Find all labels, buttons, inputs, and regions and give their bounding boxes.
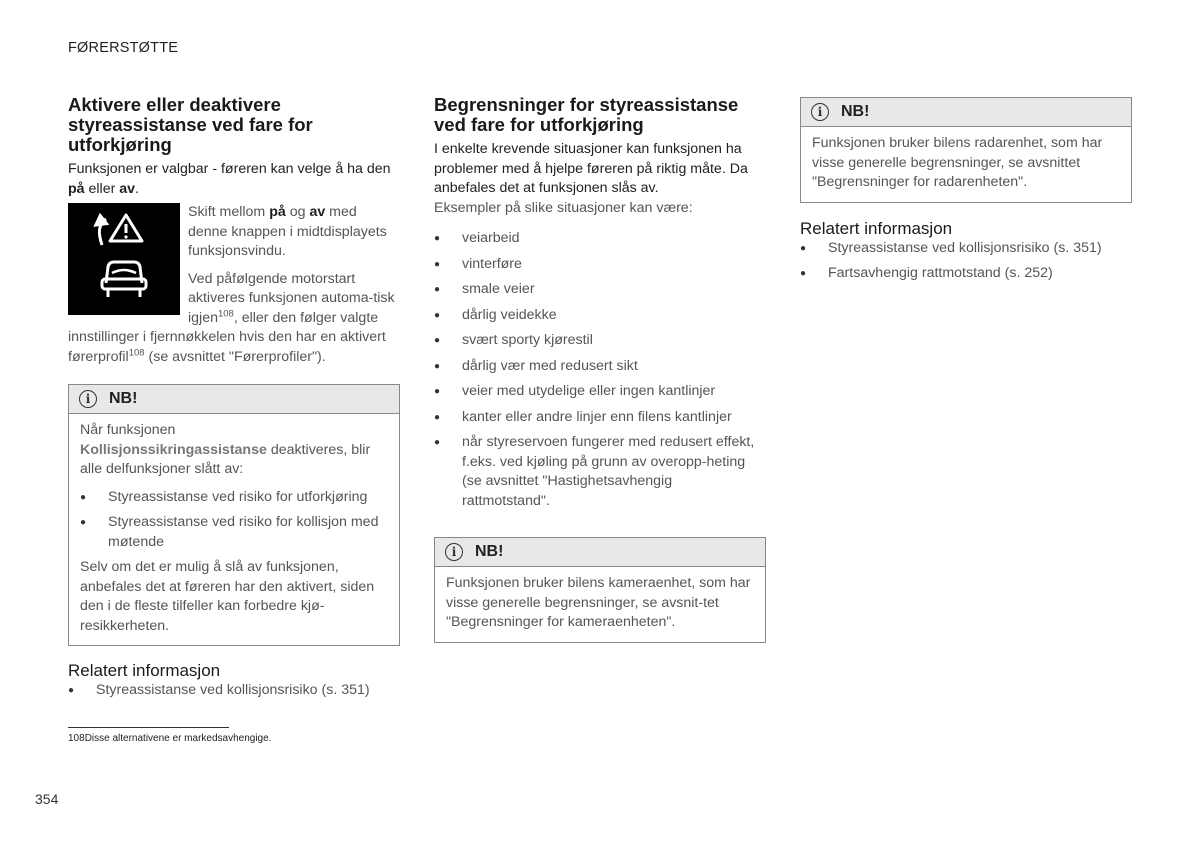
column-activate [68, 95, 400, 701]
info-circle-icon: i [811, 103, 829, 121]
intro-paragraph: Funksjonen er valgbar - føreren kan velge å ha den på eller av. [68, 161, 391, 197]
nb-outro: Selv om det er mulig å slå av funksjonen, anbefales det at føreren har den aktivert, siden den i de fleste tilfeller kan forbedre kjø-resikkerheten. [80, 559, 375, 634]
footnote: 108Disse alternativene er markedsavhengige. [68, 733, 272, 744]
nb-body [435, 567, 765, 642]
examples-paragraph: Eksempler på slike situasjoner kan være: [434, 199, 693, 216]
list-item: ● veiarbeid [434, 229, 766, 249]
related-title: Relatert informasjon [800, 218, 953, 238]
nb-text: Funksjonen bruker bilens kameraenhet, som har visse generelle begrensninger, se avsnit-tet "Begrensninger for kameraenheten". [446, 575, 751, 630]
related-list [800, 239, 1132, 284]
info-circle-icon: i [445, 543, 463, 561]
motor-paragraph: Ved påfølgende motorstart aktiveres funksjonen automa-tisk igjen$^{108}$, eller den følger valgte innstillinger i fjernnøkkelen hvis den har en aktivert førerprofil$^{108}$ (se avsnittet "Førerprofiler"). [68, 270, 395, 365]
nb-body [801, 127, 1131, 202]
nb-text: Kollisjonssikringassistanse deaktiveres, blir alle delfunksjoner slått av: [80, 441, 371, 477]
list-item: ● dårlig vær med redusert sikt [434, 357, 766, 377]
list-item: ● når styreservoen fungerer med redusert effekt, f.eks. ved kjøling på grunn av overopp-heting (se avsnittet "Hastighetsavhengig rattmotstand". [434, 433, 762, 511]
page-number: 354 [35, 791, 59, 807]
section-title-limitations: Begrensninger for styreassistanse ved fare for utforkjøring [434, 94, 739, 135]
list-item: ● svært sporty kjørestil [434, 331, 766, 351]
lane-departure-warning-icon [68, 203, 180, 315]
chapter-header: FØRERSTØTTE [68, 40, 179, 56]
nb-text: Når funksjonen [80, 422, 176, 438]
related-link[interactable]: ● Styreassistanse ved kollisjonsrisiko (s. 351) [800, 239, 1132, 259]
related-title: Relatert informasjon [68, 661, 221, 680]
list-item: ● vinterføre [434, 255, 766, 275]
nb-body [69, 414, 399, 645]
list-item: ● Styreassistanse ved risiko for kollisjon med møtende [80, 513, 388, 552]
nb-header: i NB! [801, 98, 1131, 127]
info-circle-icon: i [79, 390, 97, 408]
section-title-activate: Aktivere eller deaktivere styreassistanse ved fare for utforkjøring [68, 94, 313, 155]
footnote-divider [68, 727, 229, 728]
column-limitations [434, 95, 766, 643]
situations-list [434, 229, 766, 511]
nb-text: Funksjonen bruker bilens radarenhet, som har visse generelle begrensninger, se avsnittet "Begrensninger for radarenheten". [812, 135, 1103, 190]
column-radar [800, 97, 1132, 284]
nb-box-camera [434, 537, 766, 643]
list-item: ● veier med utydelige eller ingen kantlinjer [434, 382, 766, 402]
list-item: ● dårlig veidekke [434, 306, 766, 326]
nb-box-collision [68, 384, 400, 646]
nb-box-radar [800, 97, 1132, 203]
button-description [68, 203, 400, 367]
related-list [68, 681, 400, 701]
nb-list [80, 488, 388, 553]
related-link[interactable]: ● Fartsavhengig rattmotstand (s. 252) [800, 264, 1132, 284]
intro-paragraph: I enkelte krevende situasjoner kan funksjonen ha problemer med å hjelpe føreren på riktig måte. Da anbefales det at funksjonen slås av. [434, 141, 748, 196]
switch-paragraph: Skift mellom på og av med denne knappen i midtdisplayets funksjonsvindu. [188, 204, 387, 259]
related-link[interactable]: ● Styreassistanse ved kollisjonsrisiko (s. 351) [68, 681, 400, 701]
list-item: ● smale veier [434, 280, 766, 300]
nb-header: i NB! [435, 538, 765, 567]
list-item: ● Styreassistanse ved risiko for utforkjøring [80, 488, 388, 508]
list-item: ● kanter eller andre linjer enn filens kantlinjer [434, 408, 766, 428]
nb-header: i NB! [69, 385, 399, 414]
